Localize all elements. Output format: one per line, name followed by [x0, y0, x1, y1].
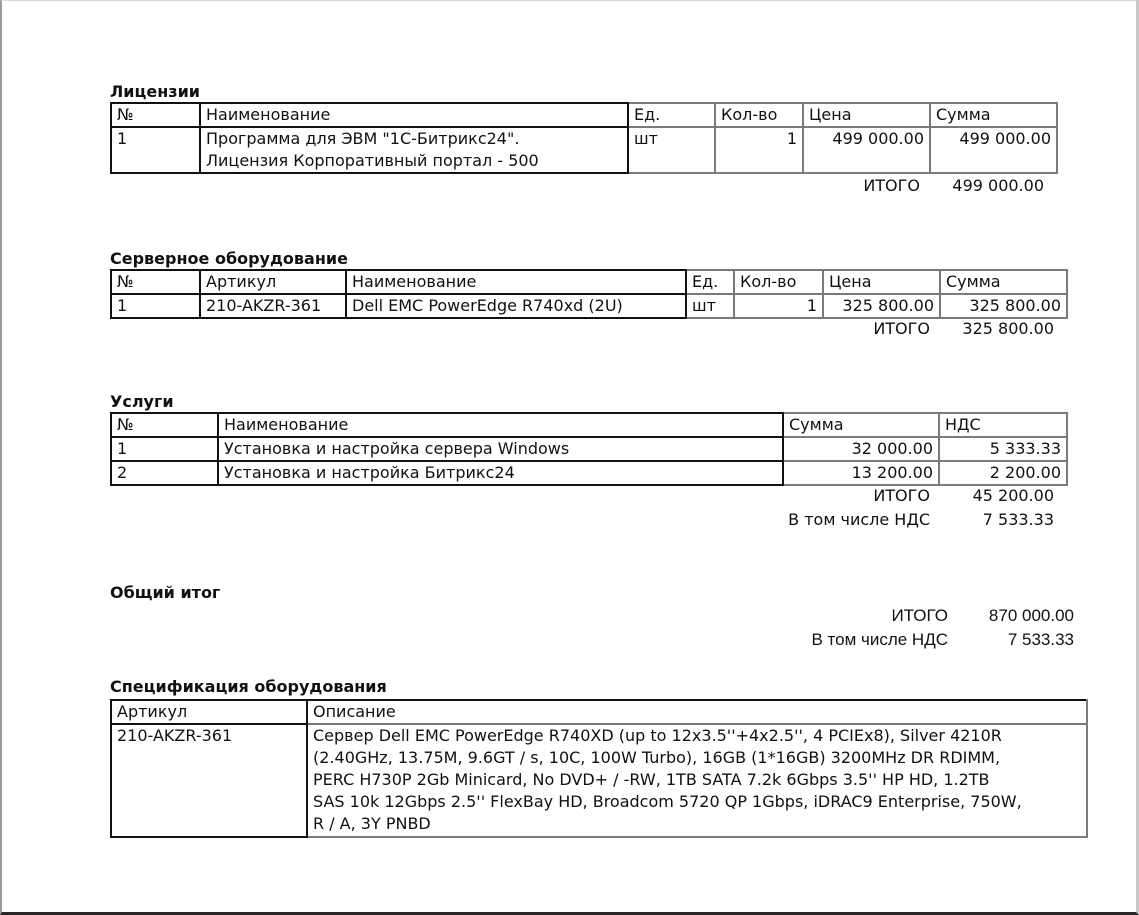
description-line: SAS 10k 12Gbps 2.5'' FlexBay HD, Broadcom 5720 QP 1Gbps, iDRAC9 Enterprise, 750W,: [313, 792, 1022, 811]
total-value: 499 000.00: [952, 176, 1044, 195]
col-header-article: Артикул: [111, 700, 307, 724]
services-title: Услуги: [110, 392, 174, 411]
cell-name-line2: Лицензия Корпоративный портал - 500: [206, 151, 539, 170]
cell-unit: шт: [628, 127, 715, 173]
specification-title: Спецификация оборудования: [110, 677, 387, 696]
col-header-num: №: [111, 270, 200, 294]
col-header-vat: НДС: [939, 413, 1067, 437]
cell-qty: 1: [715, 127, 803, 173]
table-row: [111, 724, 1087, 837]
table-header-row: [111, 270, 1067, 294]
cell-sum: 325 800.00: [940, 294, 1067, 318]
col-header-description: Описание: [307, 700, 1087, 724]
vat-value: 7 533.33: [982, 510, 1054, 529]
services-vat: [700, 509, 1060, 531]
vat-label: В том числе НДС: [788, 510, 930, 529]
table-row: [111, 294, 1067, 318]
grand-vat: [720, 629, 1080, 651]
cell-num: 1: [111, 127, 200, 173]
licenses-total: [700, 175, 1050, 197]
servers-table: [110, 269, 1068, 319]
cell-num: 2: [111, 461, 218, 485]
cell-sum: 499 000.00: [930, 127, 1057, 173]
col-header-num: №: [111, 103, 200, 127]
cell-vat: 5 333.33: [939, 437, 1067, 461]
col-header-price: Цена: [803, 103, 930, 127]
col-header-unit: Ед.: [686, 270, 734, 294]
table-header-row: [111, 700, 1087, 724]
total-label: ИТОГО: [863, 176, 920, 195]
col-header-num: №: [111, 413, 218, 437]
col-header-qty: Кол-во: [734, 270, 823, 294]
table-row: [111, 127, 1057, 173]
description-line: (2.40GHz, 13.75M, 9.6GT / s, 10C, 100W Turbo), 16GB (1*16GB) 3200MHz DR RDIMM,: [313, 748, 1001, 767]
cell-num: 1: [111, 437, 218, 461]
total-value: 325 800.00: [962, 319, 1054, 338]
cell-num: 1: [111, 294, 200, 318]
table-row: [111, 461, 1067, 485]
description-line: PERC H730P 2Gb Minicard, No DVD+ / -RW, 1TB SATA 7.2k 6Gbps 3.5'' HP HD, 1.2TB: [313, 770, 990, 789]
col-header-name: Наименование: [346, 270, 686, 294]
cell-description: [307, 724, 1087, 837]
cell-vat: 2 200.00: [939, 461, 1067, 485]
cell-name: Установка и настройка Битрикс24: [218, 461, 783, 485]
services-table: [110, 412, 1068, 486]
col-header-article: Артикул: [200, 270, 346, 294]
licenses-title: Лицензии: [110, 82, 200, 101]
col-header-unit: Ед.: [628, 103, 715, 127]
col-header-name: Наименование: [218, 413, 783, 437]
servers-total: [700, 318, 1060, 340]
total-label: ИТОГО: [873, 319, 930, 338]
servers-title: Серверное оборудование: [110, 249, 348, 268]
cell-name: [200, 127, 628, 173]
col-header-sum: Сумма: [783, 413, 939, 437]
col-header-name: Наименование: [200, 103, 628, 127]
grand-total: [720, 605, 1080, 627]
services-total: [700, 485, 1060, 507]
cell-price: 499 000.00: [803, 127, 930, 173]
cell-name: Установка и настройка сервера Windows: [218, 437, 783, 461]
col-header-sum: Сумма: [940, 270, 1067, 294]
cell-article: 210-AKZR-361: [200, 294, 346, 318]
table-header-row: [111, 413, 1067, 437]
cell-article: 210-AKZR-361: [111, 724, 307, 837]
cell-unit: шт: [686, 294, 734, 318]
specification-table: [110, 699, 1088, 838]
description-line: R / A, 3Y PNBD: [313, 814, 431, 833]
description-line: Сервер Dell EMC PowerEdge R740XD (up to 12x3.5''+4x2.5'', 4 PCIEx8), Silver 4210R: [313, 726, 1002, 745]
cell-qty: 1: [734, 294, 823, 318]
cell-price: 325 800.00: [823, 294, 940, 318]
table-header-row: [111, 103, 1057, 127]
cell-sum: 32 000.00: [783, 437, 939, 461]
total-label: ИТОГО: [873, 486, 930, 505]
vat-label: В том числе НДС: [811, 630, 948, 649]
cell-name-line1: Программа для ЭВМ "1С-Битрикс24".: [206, 129, 520, 148]
total-value: 870 000.00: [988, 606, 1074, 625]
cell-sum: 13 200.00: [783, 461, 939, 485]
total-label: ИТОГО: [891, 606, 948, 625]
grand-total-title: Общий итог: [110, 583, 221, 602]
cell-name: Dell EMC PowerEdge R740xd (2U): [346, 294, 686, 318]
col-header-qty: Кол-во: [715, 103, 803, 127]
total-value: 45 200.00: [972, 486, 1054, 505]
vat-value: 7 533.33: [1007, 630, 1074, 649]
col-header-sum: Сумма: [930, 103, 1057, 127]
table-row: [111, 437, 1067, 461]
licenses-table: [110, 102, 1058, 174]
col-header-price: Цена: [823, 270, 940, 294]
